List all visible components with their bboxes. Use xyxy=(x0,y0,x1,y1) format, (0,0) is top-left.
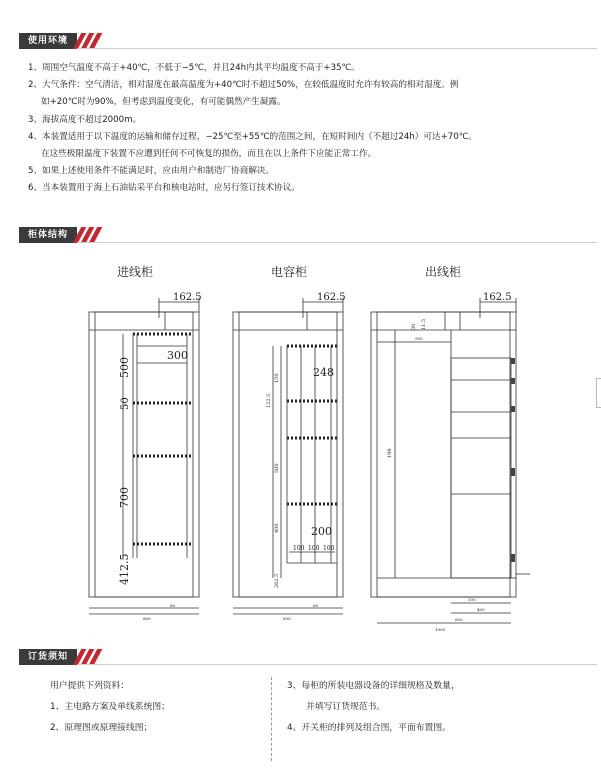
dim-400: 400 xyxy=(274,523,280,533)
dim-122: 122.5 xyxy=(266,393,272,408)
dim-200: 200 xyxy=(311,525,332,538)
dim-500: 500 xyxy=(118,357,131,378)
order-item: 用户提供下列资料： xyxy=(50,681,130,691)
dim-w2: 800 xyxy=(143,616,151,621)
order-item: 2、原理图或原理接线图； xyxy=(50,723,153,733)
env-line: 6、当本装置用于海上石油钻采平台和核电站时，应另行签订技术协议。 xyxy=(28,183,300,194)
dim-b1000: 1000 xyxy=(435,627,446,632)
order-item: 3、每柜的所装电器设备的详细规格及数量， xyxy=(287,681,460,691)
order-item: 1、主电路方案及单线系统图； xyxy=(50,702,170,712)
order-item: 并填写订货规范书。 xyxy=(306,702,386,712)
header-rule xyxy=(77,664,597,665)
dim-412: 412.5 xyxy=(118,553,131,585)
dim-199: 199 xyxy=(387,448,393,458)
header-rule xyxy=(77,48,597,49)
dim-b800: 800 xyxy=(455,617,463,622)
dim-100c: 100 xyxy=(323,545,335,552)
dim-11: 11.5 xyxy=(421,318,427,330)
env-line: 在这些极限温度下装置不应遭到任何不可恢复的损伤，而且在以上条件下应能正常工作。 xyxy=(41,149,377,160)
dim-150: 150 xyxy=(274,373,280,383)
cabinet-title-incoming: 进线柜 xyxy=(117,265,154,279)
order-right-list xyxy=(287,676,460,739)
cabinet-title-capacitor: 电容柜 xyxy=(271,265,308,279)
header-rule xyxy=(77,242,597,243)
env-line: 4、本装置适用于以下温度的运输和储存过程，−25℃至+55℃的范围之间，在短时间内（不超过24h）可达+70℃。 xyxy=(28,131,477,142)
dim-b400: 400 xyxy=(477,607,485,612)
dim-w1: 60 xyxy=(313,603,319,608)
incoming-cabinet xyxy=(89,292,202,621)
dim-500: 500 xyxy=(274,463,280,473)
env-line: 如+20℃时为90%，但考虑到温度变化，有可能偶然产生凝露。 xyxy=(41,97,286,108)
dim-700: 700 xyxy=(118,487,131,508)
section-title: 柜体结构 xyxy=(19,227,77,243)
section-title: 订货须知 xyxy=(19,649,77,665)
dim-top: 162.5 xyxy=(173,292,202,303)
dim-262: 262.5 xyxy=(274,573,280,588)
environment-list xyxy=(28,60,568,198)
dim-100a: 100 xyxy=(293,545,305,552)
cabinet-drawing xyxy=(75,258,555,643)
dim-100b: 100 xyxy=(308,545,320,552)
env-line: 2、大气条件：空气清洁，相对湿度在最高温度为+40℃时不超过50%，在较低温度时允许有较高的相对湿度。例 xyxy=(28,80,459,91)
order-divider xyxy=(271,677,272,761)
dim-b100: 100 xyxy=(468,597,476,602)
dim-248: 248 xyxy=(313,366,334,379)
env-line: 3、海拔高度不超过2000m。 xyxy=(28,114,142,125)
dim-30: 30 xyxy=(411,323,417,330)
dim-500: 500 xyxy=(415,336,423,341)
dim-50: 50 xyxy=(120,397,131,410)
page-tab-marker xyxy=(596,378,601,408)
dim-w1: 60 xyxy=(170,603,176,608)
order-item: 4、开关柜的排列及组合图，平面布置图。 xyxy=(287,723,451,733)
capacitor-cabinet xyxy=(233,292,346,621)
dim-w2: 800 xyxy=(283,616,291,621)
dim-top: 162.5 xyxy=(483,292,512,303)
order-left-list xyxy=(50,676,170,739)
cabinet-title-outgoing: 出线柜 xyxy=(425,265,462,279)
outgoing-cabinet xyxy=(371,292,530,632)
env-line: 1、周围空气温度不高于+40℃，不低于−5℃，并且24h内其平均温度不高于+35℃。 xyxy=(28,63,360,73)
section-title: 使用环境 xyxy=(19,33,77,49)
dim-top: 162.5 xyxy=(317,292,346,303)
env-line: 5、如果上述使用条件不能满足时，应由用户和制造厂协商解决。 xyxy=(28,166,275,177)
dim-300: 300 xyxy=(167,349,188,362)
